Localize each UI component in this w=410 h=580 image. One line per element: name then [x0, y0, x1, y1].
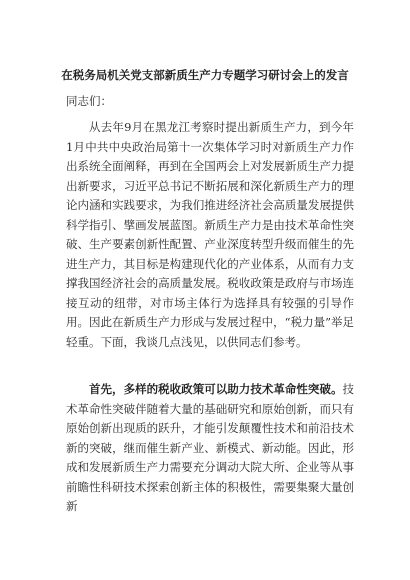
paragraph-2-lead: 首先，多样的税收政策可以助力技术革命性突破。: [89, 382, 343, 396]
paragraph-2-body: 技术革命性突破伴随着大量的基础研究和原始创新，而只有原始创新出现质的跃升，才能引发颠覆性技术和前沿技术新的突破，继而催生新产业、新模式、新动能。因此，形成和发展新质生产力需要充分调动大院大所、企业等从事前瞻性科研技术探索创新主体的积极性，需要集聚大量创新: [66, 382, 354, 513]
paragraph-1: 从去年9月在黑龙江考察时提出新质生产力，到今年1月中共中央政治局第十一次集体学习时对新质生产力作出系统全面阐释，再到在全国两会上对发展新质生产力提出新要求，习近平总书记不断拓展和深化新质生产力的理论内涵和实践要求，为我们推进经济社会高质量发展提供科学指引、擘画发展蓝图。新质生产力是由技术革命性突破、生产要素创新性配置、产业深度转型升级而催生的先进生产力，其目标是构建现代化的产业体系，从而有力支撑我国经济社会的高质量发展。税收政策是政府与市场连接互动的纽带，对市场主体行为选择具有较强的引导作用。因此在新质生产力形成与发展过程中，“税力量”举足轻重。下面，我谈几点浅见，以供同志们参考。: [66, 120, 354, 349]
salutation: 同志们：: [66, 94, 112, 108]
document-title: 在税务局机关党支部新质生产力专题学习研讨会上的发言: [61, 68, 349, 82]
paragraph-2: [66, 380, 354, 517]
